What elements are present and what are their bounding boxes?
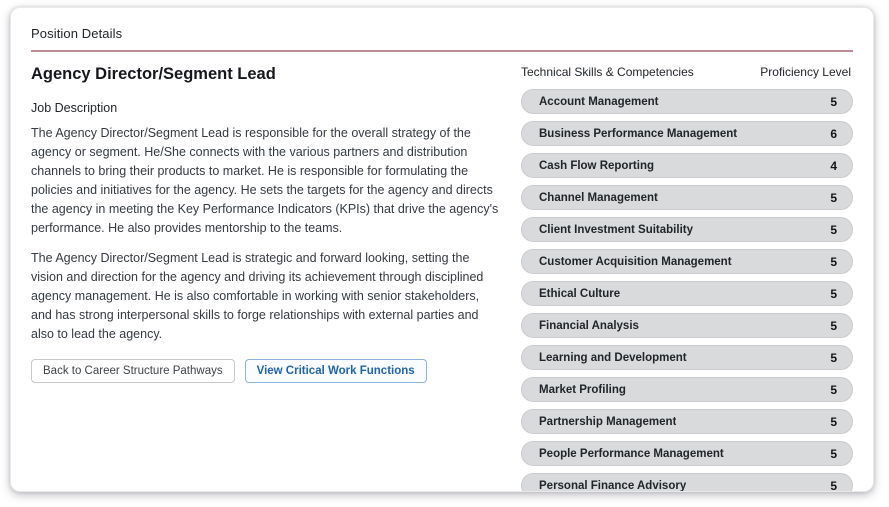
- skill-row[interactable]: [521, 377, 853, 402]
- skill-proficiency-level: 5: [830, 350, 837, 365]
- content-columns: [31, 65, 853, 492]
- skills-header-row: [521, 65, 853, 79]
- skill-name: People Performance Management: [539, 447, 724, 460]
- skill-name: Financial Analysis: [539, 319, 639, 332]
- skill-row[interactable]: [521, 409, 853, 434]
- skill-proficiency-level: 5: [830, 222, 837, 237]
- skill-proficiency-level: 5: [830, 446, 837, 461]
- skill-proficiency-level: 5: [830, 190, 837, 205]
- skill-proficiency-level: 5: [830, 414, 837, 429]
- skill-proficiency-level: 6: [830, 126, 837, 141]
- skill-row[interactable]: [521, 217, 853, 242]
- skill-name: Client Investment Suitability: [539, 223, 693, 236]
- skill-proficiency-level: 5: [830, 254, 837, 269]
- header-divider: [31, 50, 853, 52]
- skill-row[interactable]: [521, 345, 853, 370]
- skill-name: Customer Acquisition Management: [539, 255, 732, 268]
- skill-row[interactable]: [521, 313, 853, 338]
- view-critical-work-functions-button[interactable]: View Critical Work Functions: [245, 359, 427, 383]
- skill-proficiency-level: 5: [830, 286, 837, 301]
- job-description-label: Job Description: [31, 101, 118, 115]
- skills-list: [521, 89, 853, 492]
- position-title: Agency Director/Segment Lead: [31, 65, 276, 83]
- skills-column: [521, 65, 853, 492]
- skill-name: Cash Flow Reporting: [539, 159, 654, 172]
- skill-proficiency-level: 5: [830, 94, 837, 109]
- skills-header-label: Technical Skills & Competencies: [521, 65, 694, 79]
- skill-row[interactable]: [521, 153, 853, 178]
- skill-row[interactable]: [521, 185, 853, 210]
- proficiency-level-header-label: Proficiency Level: [760, 65, 851, 79]
- skill-proficiency-level: 5: [830, 382, 837, 397]
- skill-row[interactable]: [521, 441, 853, 466]
- skill-name: Personal Finance Advisory: [539, 479, 687, 492]
- skill-proficiency-level: 5: [830, 318, 837, 333]
- job-description-column: [31, 65, 499, 492]
- skill-name: Learning and Development: [539, 351, 687, 364]
- skill-row[interactable]: [521, 89, 853, 114]
- skill-name: Ethical Culture: [539, 287, 621, 300]
- skill-name: Partnership Management: [539, 415, 677, 428]
- skill-proficiency-level: 4: [830, 158, 837, 173]
- job-description-paragraph-2: The Agency Director/Segment Lead is strategic and forward looking, setting the vision and direction for the agency and driving its achievement through disciplined agency management. He is also comfortable in working with senior stakeholders, and has strong interpersonal skills to forge relationships with external parties and also to lead the agency.: [31, 251, 484, 341]
- job-description-paragraph-1: The Agency Director/Segment Lead is responsible for the overall strategy of the agency or segment. He/She connects with the various partners and distribution channels to bring their products to market. He is responsible for formulating the policies and initiatives for the agency. He sets the targets for the agency and directs the agency in meeting the Key Performance Indicators (KPIs) that drive the agency's performance. He also provides mentorship to the teams.: [31, 126, 499, 235]
- skill-row[interactable]: [521, 281, 853, 306]
- skill-proficiency-level: 5: [830, 478, 837, 492]
- skill-row[interactable]: [521, 249, 853, 274]
- card-title: Position Details: [31, 26, 123, 41]
- skill-name: Channel Management: [539, 191, 658, 204]
- action-button-row: [31, 359, 499, 383]
- back-to-career-structure-pathways-button[interactable]: Back to Career Structure Pathways: [31, 359, 235, 383]
- position-details-card: [10, 7, 874, 492]
- skill-row[interactable]: [521, 473, 853, 492]
- skill-name: Business Performance Management: [539, 127, 738, 140]
- skill-name: Account Management: [539, 95, 659, 108]
- skill-name: Market Profiling: [539, 383, 626, 396]
- skill-row[interactable]: [521, 121, 853, 146]
